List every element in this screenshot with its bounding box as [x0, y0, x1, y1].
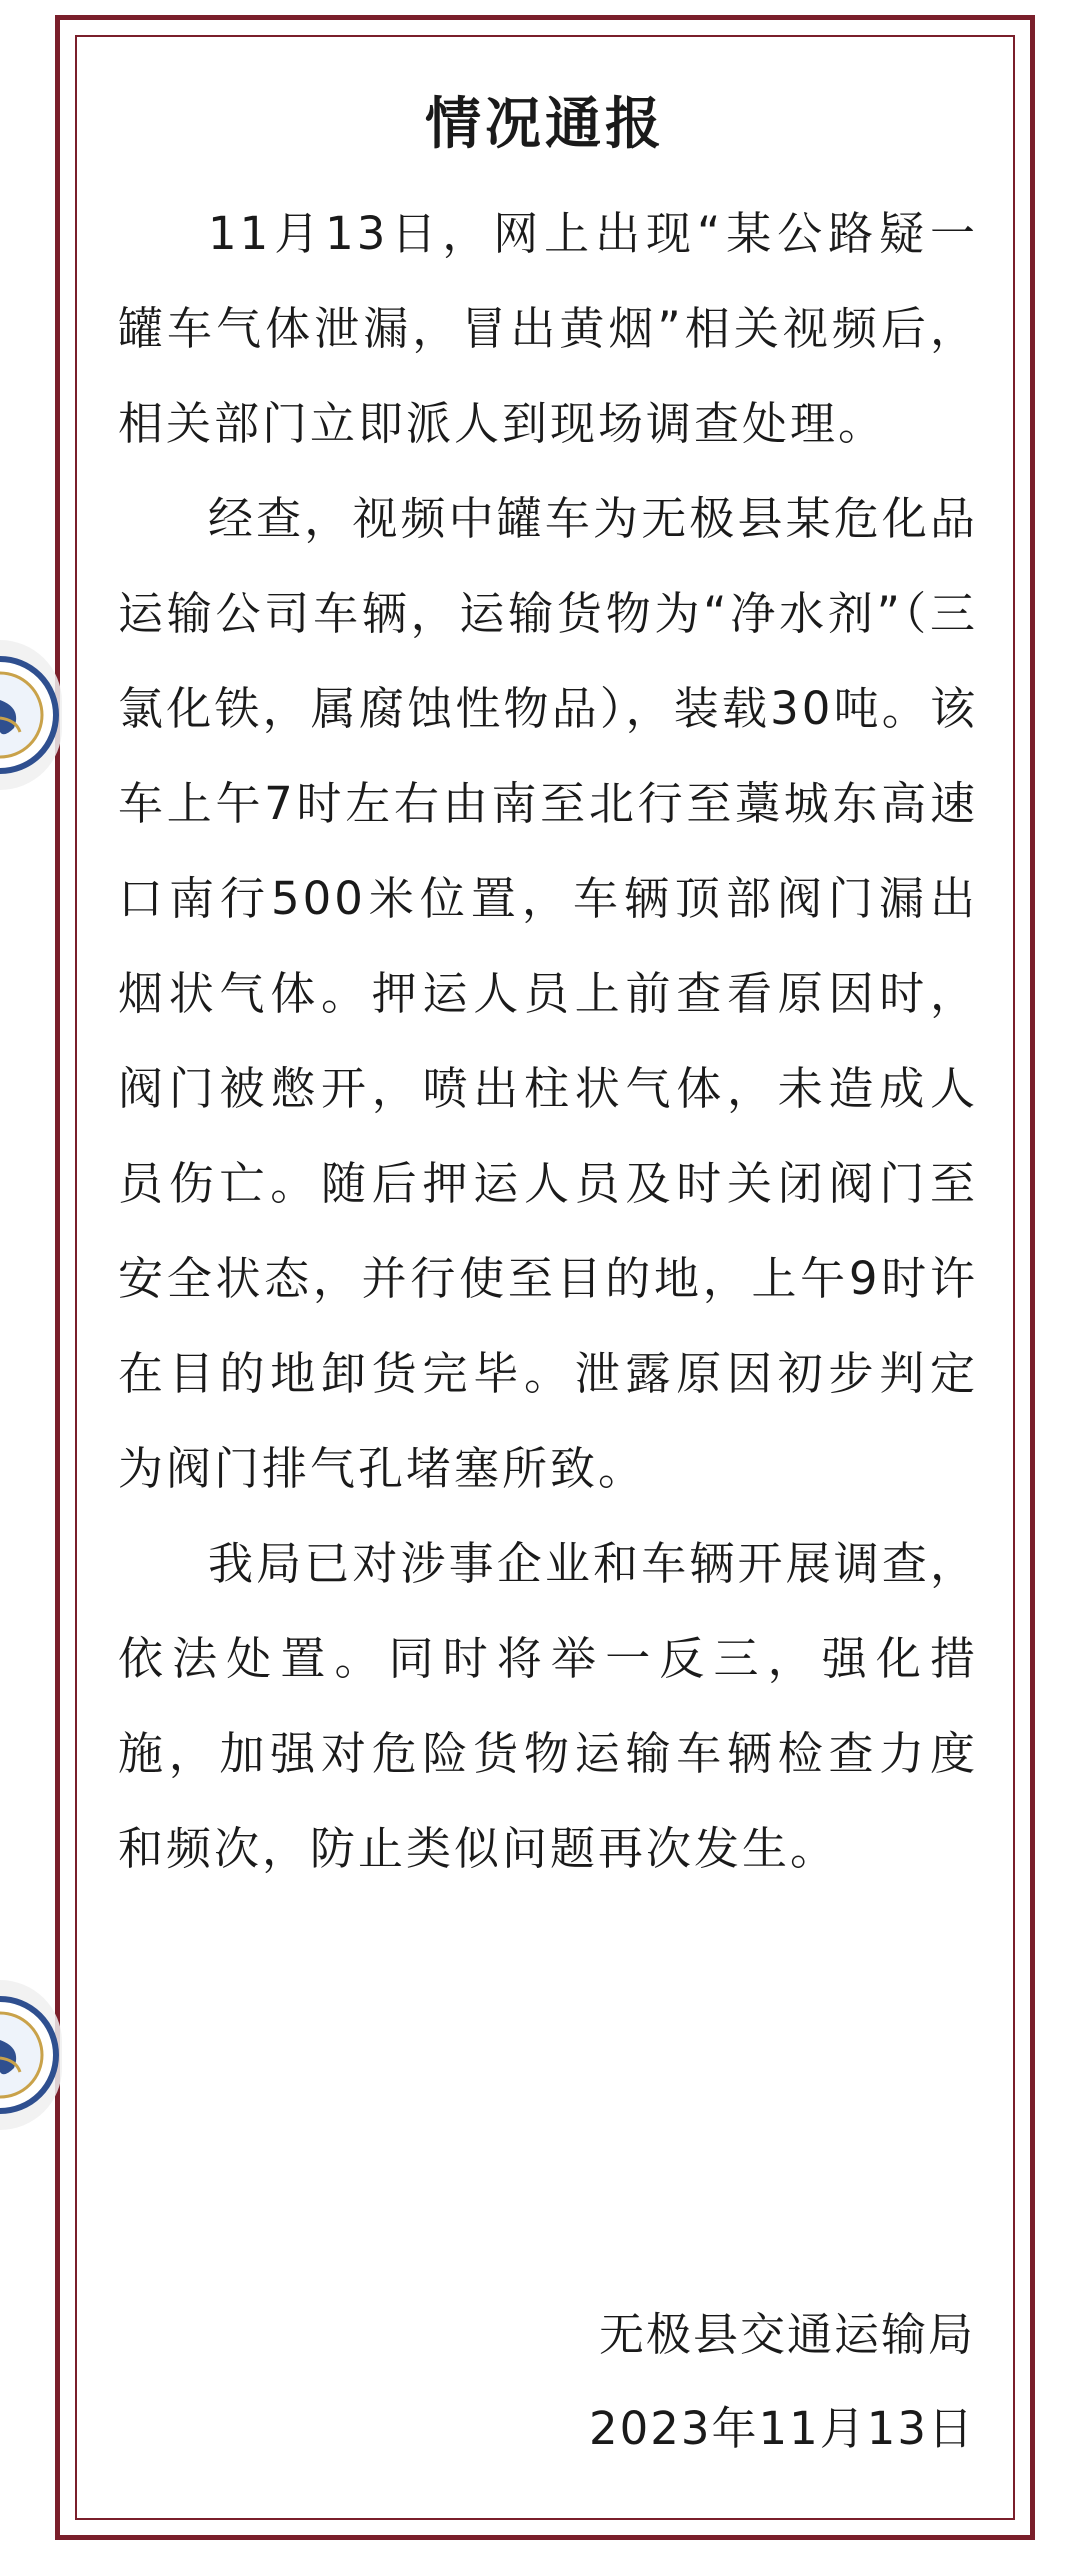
signature-organization: 无极县交通运输局: [598, 2308, 975, 2361]
paragraph-1: 11月13日，网上出现“某公路疑一罐车气体泄漏，冒出黄烟”相关视频后，相关部门立即派人到现场调查处理。: [118, 207, 978, 450]
paragraph-3: 我局已对涉事企业和车辆开展调查，依法处置。同时将举一反三，强化措施，加强对危险货物运输车辆检查力度和频次，防止类似问题再次发生。: [118, 1537, 978, 1875]
paragraph-2: 经查，视频中罐车为无极县某危化品运输公司车辆，运输货物为“净水剂”（三氯化铁，属腐蚀性物品），装载30吨。该车上午7时左右由南至北行至藁城东高速口南行500米位置，车辆顶部阀门漏出烟状气体。押运人员上前查看原因时，阀门被憋开，喷出柱状气体，未造成人员伤亡。随后押运人员及时关闭阀门至安全状态，并行使至目的地，上午9时许在目的地卸货完毕。泄露原因初步判定为阀门排气孔堵塞所致。: [118, 492, 978, 1495]
seal-logo-icon: [0, 640, 62, 790]
signature-date: 2023年11月13日: [588, 2402, 975, 2455]
seal-logo-icon: [0, 1980, 62, 2130]
notice-body: [118, 186, 978, 1896]
notice-title: 情况通报: [425, 92, 665, 157]
